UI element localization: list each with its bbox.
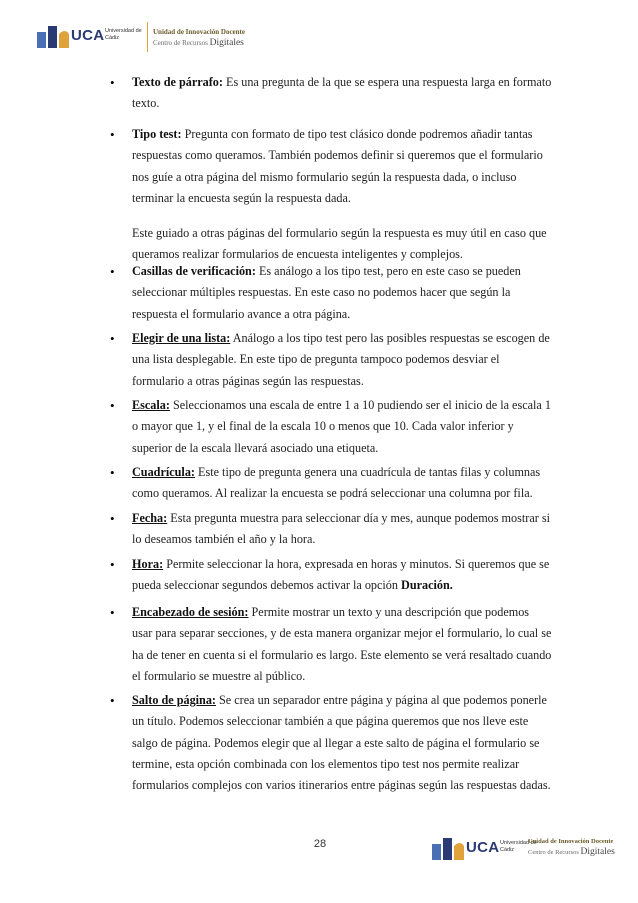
bullet-icon: • (110, 605, 115, 620)
list-item-text (132, 462, 552, 505)
item-description: Análogo a los tipo test pero las posibles respuestas se escogen de una lista desplegable. En este tipo de pregunta tampoco podemos desviar el formulario a otras páginas según las respuestas. (132, 331, 550, 388)
item-label: Escala: (132, 398, 170, 412)
header-unit (153, 28, 273, 48)
unit-subtitle (153, 38, 273, 48)
item-description: Pregunta con formato de tipo test clásico donde podremos añadir tantas respuestas como queramos. También podemos definir si queremos que el formulario nos guíe a otra página del mismo formulario según la respuesta dada, o incluso terminar la encuesta según la respuesta dada. (132, 127, 543, 205)
unit-subtitle (528, 847, 638, 857)
list-item-text (132, 328, 552, 392)
unit-subtitle-emph: Digitales (580, 847, 615, 857)
item-strong-tail: Duración. (401, 578, 453, 593)
item-label: Casillas de verificación: (132, 264, 256, 278)
item-description: Permite seleccionar la hora, expresada en horas y minutos. Si queremos que se pueda seleccionar segundos debemos activar la opción (132, 557, 550, 593)
item-extra-paragraph: Este guiado a otras páginas del formulario según la respuesta es muy útil en caso que queramos realizar formularios de encuesta inteligentes y complejos. (132, 226, 547, 262)
item-label: Salto de página: (132, 693, 216, 707)
uca-logo-icon (35, 24, 71, 50)
logo-university-text: Universidad de Cádiz (105, 28, 142, 41)
list-item-text (132, 124, 552, 266)
item-description: Seleccionamos una escala de entre 1 a 10 pudiendo ser el inicio de la escala 1 o mayor que 1, y el final de la escala 10 o menos que 10. Cada valor inferior y superior de la escala llevará asociado una etiqueta. (132, 398, 551, 455)
item-label: Cuadrícula: (132, 465, 195, 479)
item-description: Es una pregunta de la que se espera una respuesta larga en formato texto. (132, 75, 552, 111)
bullet-icon: • (110, 331, 115, 346)
bullet-icon: • (110, 693, 115, 708)
page-header (35, 20, 245, 60)
list-item-text (132, 602, 552, 687)
bullet-icon: • (110, 75, 115, 90)
list-item-text (132, 554, 552, 597)
logo-brand-text: UCA (71, 27, 105, 44)
item-description: Es análogo a los tipo test, pero en este caso se pueden seleccionar múltiples respuestas. En este caso no podemos hacer que según la respuesta el formulario avance a otra página. (132, 264, 521, 321)
item-description: Esta pregunta muestra para seleccionar día y mes, aunque podemos mostrar si lo deseamos también el año y la hora. (132, 511, 550, 547)
unit-title: Unidad de Innovación Docente (528, 838, 614, 845)
bullet-icon: • (110, 264, 115, 279)
uca-logo-icon (430, 836, 466, 862)
item-label: Hora: (132, 557, 164, 571)
list-item-text (132, 261, 552, 325)
list-item-text (132, 508, 552, 551)
item-label: Tipo test: (132, 127, 182, 141)
item-label: Texto de párrafo: (132, 75, 223, 89)
item-description: Este tipo de pregunta genera una cuadrícula de tantas filas y columnas como queramos. Al realizar la encuesta se podrá seleccionar una columna por fila. (132, 465, 541, 501)
header-divider (147, 22, 148, 52)
bullet-icon: • (110, 557, 115, 572)
bullet-icon: • (110, 511, 115, 526)
footer-unit (528, 838, 638, 857)
item-description: Permite mostrar un texto y una descripción que podemos usar para separar secciones, y de esta manera organizar mejor el formulario, lo cual se ha de tener en cuenta si el formulario es largo. Este elemento se verá resaltado cuando el formulario se muestre al público. (132, 605, 552, 683)
item-label: Fecha: (132, 511, 168, 525)
list-item-text (132, 690, 552, 796)
unit-subtitle-emph: Digitales (209, 38, 244, 48)
bullet-icon: • (110, 127, 115, 142)
page-footer-logo (420, 832, 630, 866)
bullet-icon: • (110, 398, 115, 413)
bullet-icon: • (110, 465, 115, 480)
unit-subtitle-prefix: Centro de Recursos (153, 39, 208, 47)
item-label: Encabezado de sesión: (132, 605, 249, 619)
unit-subtitle-prefix: Centro de Recursos (528, 849, 579, 856)
list-item-text (132, 72, 552, 115)
list-item-text (132, 395, 552, 459)
item-description: Se crea un separador entre página y página al que podemos ponerle un título. Podemos seleccionar también a que página queremos que nos lleve este salgo de página. Podemos elegir que al llegar a este salto de página el formulario se termine, esta opción combinada con los elementos tipo test nos permite realizar formularios complejos con varios itinerarios entre páginas según las respuestas dadas. (132, 693, 551, 793)
item-label: Elegir de una lista: (132, 331, 231, 345)
unit-title: Unidad de Innovación Docente (153, 28, 245, 36)
logo-brand-text: UCA (466, 839, 500, 856)
logo-university-text: Universidad de Cádiz (500, 840, 537, 853)
page-number: 28 (313, 838, 327, 850)
